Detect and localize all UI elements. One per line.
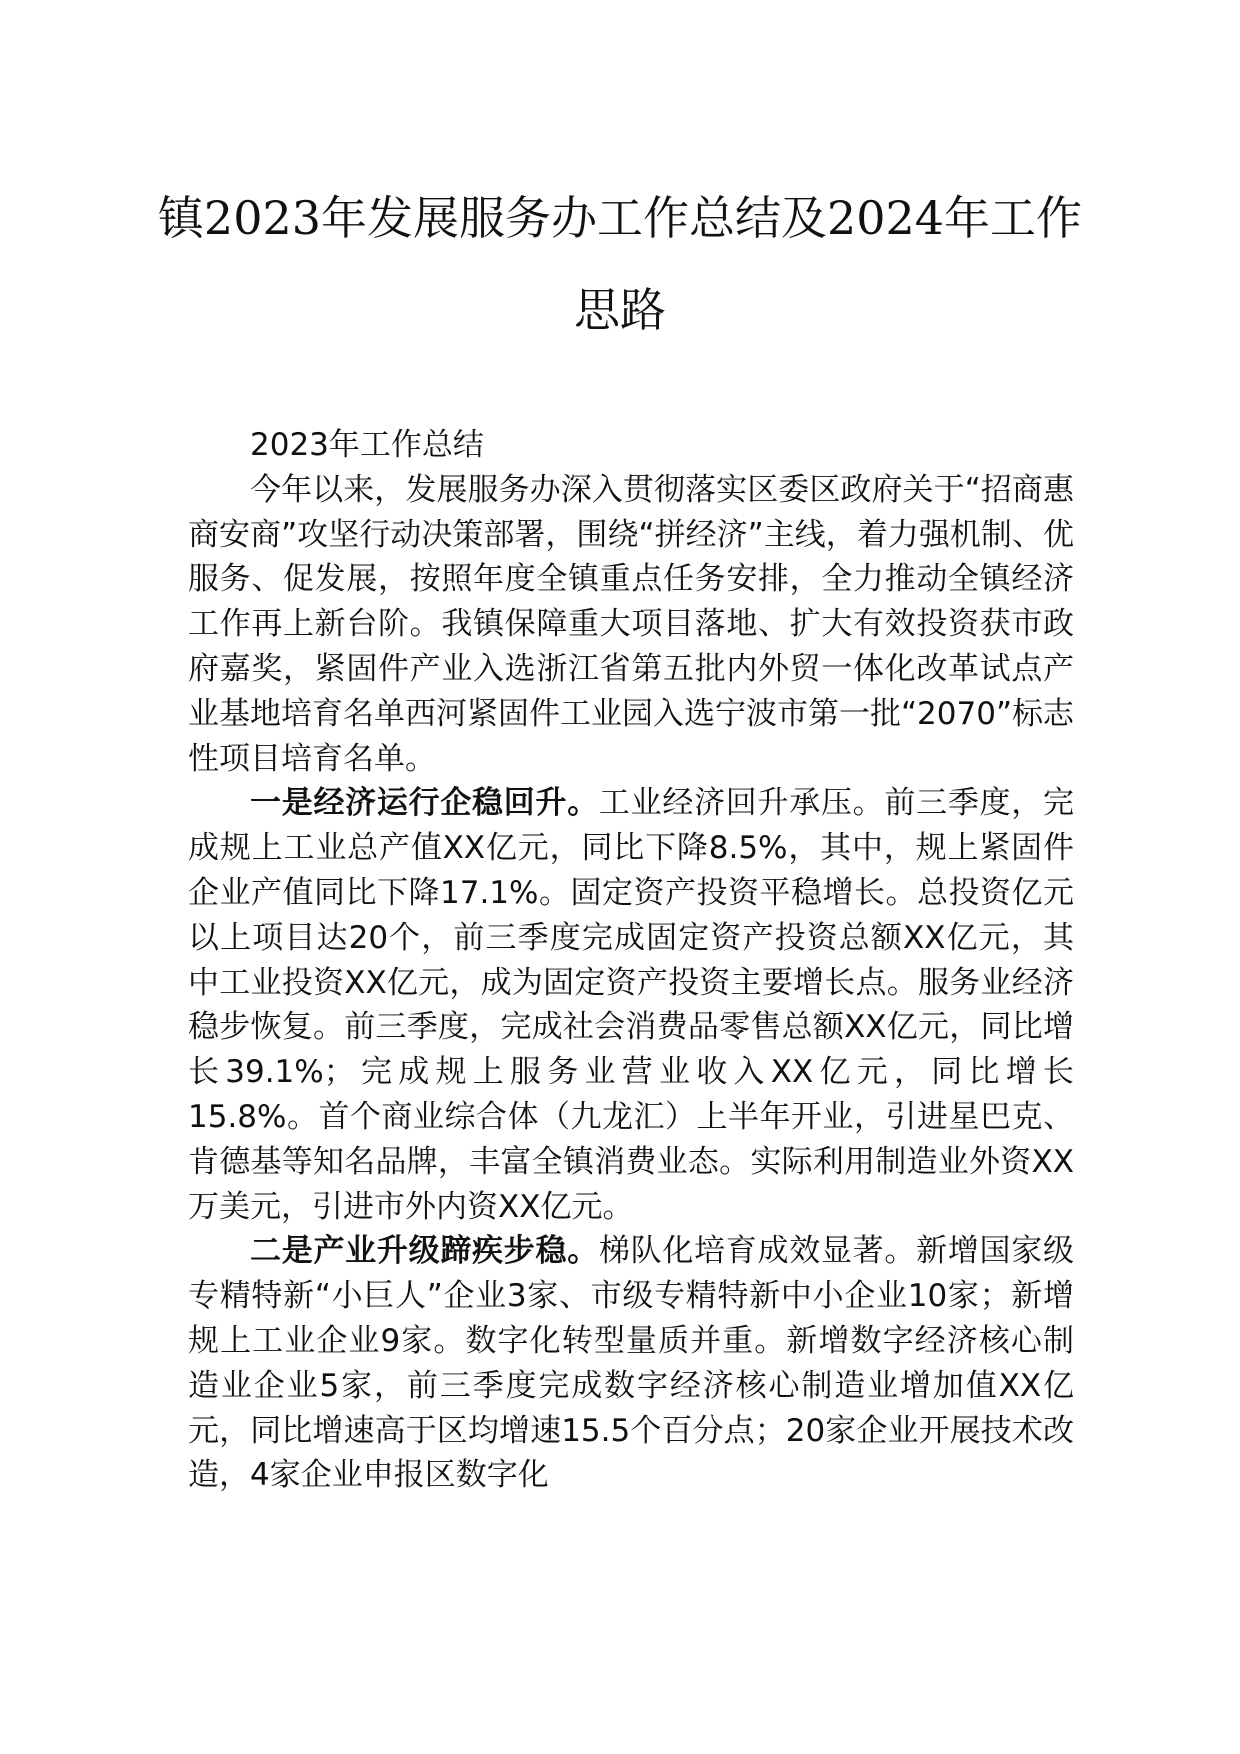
paragraph-text: 工业经济回升承压。前三季度，完成规上工业总产值XX亿元，同比下降8.5%，其中，规上紧固件企业产值同比下降17.1%。固定资产投资平稳增长。总投资亿元以上项目达20个，前三季度完成固定资产投资总额XX亿元，其中工业投资XX亿元，成为固定资产投资主要增长点。服务业经济稳步恢复。前三季度，完成社会消费品零售总额XX亿元，同比增长39.1%；完成规上服务业营业收入XX亿元，同比增长15.8%。首个商业综合体（九龙汇）上半年开业，引进星巴克、肯德基等知名品牌，丰富全镇消费业态。实际利用制造业外资XX万美元，引进市外内资XX亿元。 — [188, 785, 1075, 1225]
paragraph-text: 今年以来，发展服务办深入贯彻落实区委区政府关于“招商惠商安商”攻坚行动决策部署，围绕“拼经济”主线，着力强机制、优服务、促发展，按照年度全镇重点任务安排，全力推动全镇经济工作再上新台阶。我镇保障重大项目落地、扩大有效投资获市政府嘉奖，紧固件产业入选浙江省第五批内外贸一体化改革试点产业基地培育名单西河紧固件工业园入选宁波市第一批“2070”标志性项目培育名单。 — [188, 471, 1075, 777]
section-heading: 2023年工作总结 — [250, 427, 484, 463]
paragraph-text: 梯队化培育成效显著。新增国家级专精特新“小巨人”企业3家、市级专精特新中小企业10家；新增规上工业企业9家。数字化转型量质并重。新增数字经济核心制造业企业5家，前三季度完成数字经济核心制造业增加值XX亿元，同比增速高于区均增速15.5个百分点；20家企业开展技术改造，4家企业申报区数字化 — [188, 1233, 1075, 1494]
paragraph-industry — [188, 1229, 1074, 1498]
paragraph-lead: 一是经济运行企稳回升。 — [250, 785, 599, 822]
document-title: 镇2023年发展服务办工作总结及2024年工作思路 — [157, 191, 1083, 337]
paragraph-lead: 二是产业升级蹄疾步稳。 — [250, 1233, 599, 1270]
paragraph-intro — [188, 468, 1074, 782]
paragraph-economy — [188, 781, 1074, 1229]
document-body — [188, 423, 1074, 1498]
